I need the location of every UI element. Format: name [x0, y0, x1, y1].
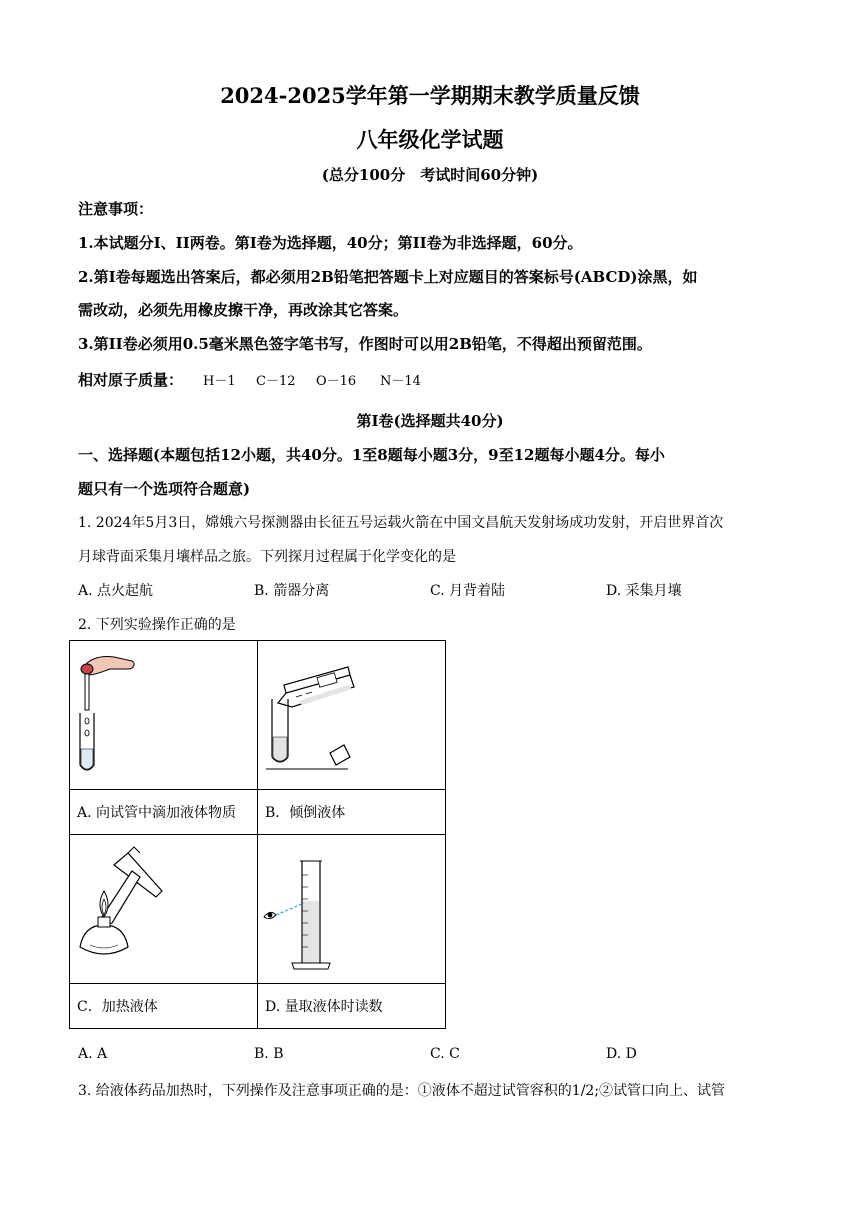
q2-caption-b: B．倾倒液体: [258, 790, 446, 835]
q2-caption-a: A. 向试管中滴加液体物质: [70, 790, 258, 835]
exam-title: 2024-2025学年第一学期期末教学质量反馈: [220, 83, 640, 108]
note-item-1: 1.本试题分I、II两卷。第I卷为选择题，40分；第II卷为非选择题，60分。: [78, 234, 583, 252]
q2-image-cell-d: [258, 835, 446, 984]
q1-option-a: A. 点火起航: [78, 583, 154, 599]
q1-stem-line1: 1. 2024年5月3日，嫦娥六号探测器由长征五号运载火箭在中国文昌航天发射场成功发射，开启世界首次: [78, 515, 724, 531]
note-item-2-line1: 2.第I卷每题选出答案后，都必须用2B铅笔把答题卡上对应题目的答案标号(ABCD)涂黑，如: [78, 268, 698, 286]
atomic-mass-label: 相对原子质量：: [78, 371, 184, 389]
q2-caption-d: D. 量取液体时读数: [258, 984, 446, 1029]
q2-image-cell-a: [70, 641, 258, 790]
q2-option-c: C. C: [430, 1046, 460, 1062]
q2-option-b: B. B: [254, 1046, 284, 1062]
q2-option-d: D. D: [606, 1046, 637, 1062]
q2-image-cell-b: [258, 641, 446, 790]
q1-stem-line2: 月球背面采集月壤样品之旅。下列探月过程属于化学变化的是: [78, 549, 456, 565]
pouring-liquid-illustration: [258, 641, 445, 789]
q1-option-c: C. 月背着陆: [430, 583, 506, 599]
q1-option-b: B. 箭器分离: [254, 583, 330, 599]
section1-instructions-line2: 题只有一个选项符合题意): [78, 480, 251, 498]
atomic-mass-c: C－12: [256, 374, 296, 389]
dropper-test-tube-illustration: [70, 641, 257, 789]
exam-subject-title: 八年级化学试题: [356, 127, 504, 152]
note-item-3: 3.第II卷必须用0.5毫米黑色签字笔书写，作图时可以用2B铅笔，不得超出预留范围。: [78, 335, 652, 353]
notes-heading: 注意事项：: [78, 200, 154, 218]
q2-option-a: A. A: [78, 1046, 108, 1062]
section1-title: 第I卷(选择题共40分): [356, 412, 504, 430]
q2-stem: 2. 下列实验操作正确的是: [78, 617, 236, 633]
q3-stem-line1: 3. 给液体药品加热时，下列操作及注意事项正确的是：①液体不超过试管容积的1/2;②试管口向上、试管: [78, 1083, 726, 1099]
exam-subtitle: (总分100分 考试时间60分钟): [321, 166, 539, 184]
atomic-mass-o: O－16: [316, 374, 357, 389]
note-item-2-line2: 需改动，必须先用橡皮擦干净，再改涂其它答案。: [78, 301, 409, 319]
q2-caption-c: C．加热液体: [70, 984, 258, 1029]
section1-instructions-line1: 一、选择题(本题包括12小题，共40分。1至8题每小题3分，9至12题每小题4分。每小: [78, 446, 665, 464]
q2-operation-table: [69, 640, 446, 1029]
q2-image-cell-c: [70, 835, 258, 984]
heating-liquid-illustration: [70, 835, 257, 983]
atomic-mass-h: H－1: [203, 374, 236, 389]
q1-option-d: D. 采集月壤: [606, 583, 682, 599]
graduated-cylinder-reading-illustration: [258, 835, 445, 983]
atomic-mass-n: N－14: [380, 374, 421, 389]
